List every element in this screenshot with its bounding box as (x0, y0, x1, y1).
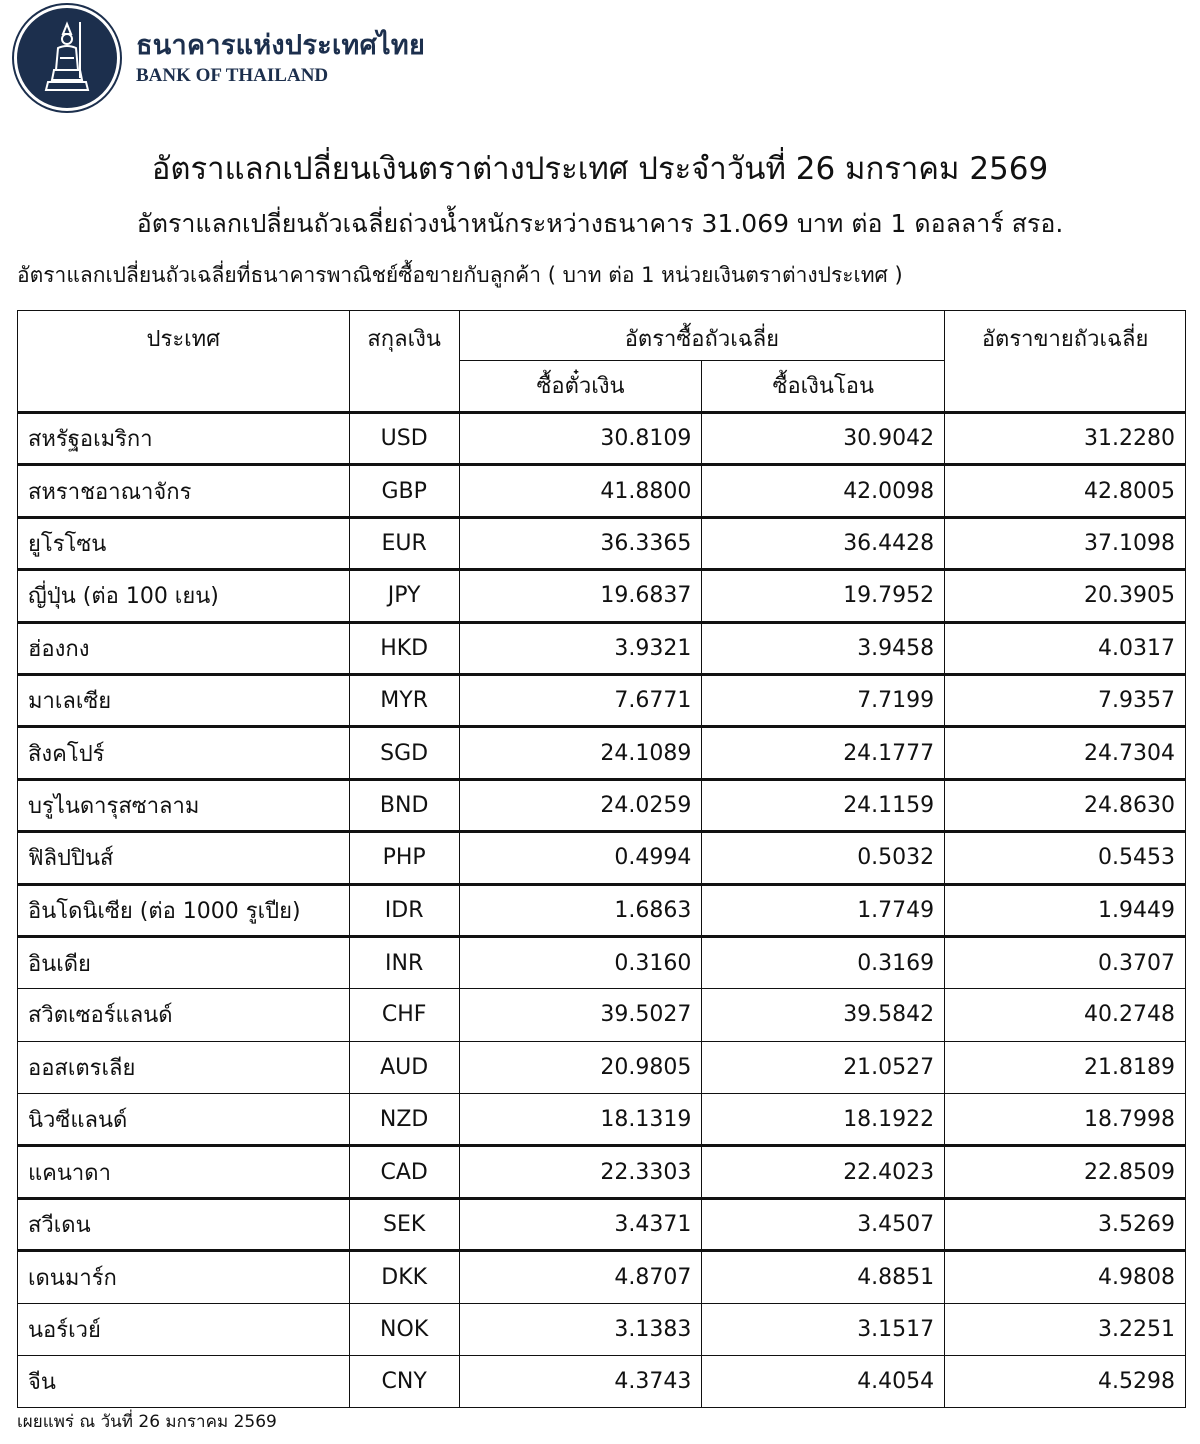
buy-sight-cell: 19.6837 (459, 570, 702, 622)
currency-code-cell: EUR (349, 517, 459, 569)
country-cell: นอร์เวย์ (18, 1303, 350, 1355)
table-row (18, 727, 1186, 779)
table-row (18, 884, 1186, 936)
currency-code-cell: NOK (349, 1303, 459, 1355)
sell-rate-cell: 22.8509 (945, 1146, 1186, 1198)
buy-transfer-cell: 21.0527 (702, 1041, 945, 1093)
buy-transfer-cell: 0.3169 (702, 936, 945, 988)
sell-rate-cell: 3.5269 (945, 1198, 1186, 1250)
currency-code-cell: CAD (349, 1146, 459, 1198)
sell-rate-cell: 21.8189 (945, 1041, 1186, 1093)
header (14, 6, 425, 110)
table-note: อัตราแลกเปลี่ยนถัวเฉลี่ยที่ธนาคารพาณิชย์ซื้อขายกับลูกค้า ( บาท ต่อ 1 หน่วยเงินตราต่างประเทศ ) (17, 263, 903, 287)
currency-code-cell: DKK (349, 1251, 459, 1303)
country-cell: สวีเดน (18, 1198, 350, 1250)
exchange-rate-table (17, 310, 1186, 1408)
currency-code-cell: GBP (349, 465, 459, 517)
bank-name-thai: ธนาคารแห่งประเทศไทย (136, 30, 426, 61)
sell-rate-cell: 7.9357 (945, 674, 1186, 726)
buy-sight-cell: 0.3160 (459, 936, 702, 988)
buy-transfer-cell: 4.8851 (702, 1251, 945, 1303)
country-cell: สหรัฐอเมริกา (18, 413, 350, 465)
sell-rate-cell: 0.3707 (945, 936, 1186, 988)
buy-sight-cell: 3.9321 (459, 622, 702, 674)
sell-rate-cell: 4.0317 (945, 622, 1186, 674)
header-buying-sight-bill: ซื้อตั๋วเงิน (459, 361, 702, 413)
buy-transfer-cell: 22.4023 (702, 1146, 945, 1198)
buy-transfer-cell: 3.9458 (702, 622, 945, 674)
buy-sight-cell: 7.6771 (459, 674, 702, 726)
currency-code-cell: IDR (349, 884, 459, 936)
buy-transfer-cell: 3.4507 (702, 1198, 945, 1250)
currency-code-cell: AUD (349, 1041, 459, 1093)
currency-code-cell: NZD (349, 1094, 459, 1146)
country-cell: ญี่ปุ่น (ต่อ 100 เยน) (18, 570, 350, 622)
country-cell: ยูโรโซน (18, 517, 350, 569)
currency-code-cell: MYR (349, 674, 459, 726)
table-row (18, 1041, 1186, 1093)
bank-of-thailand-emblem-icon (14, 5, 120, 111)
buy-sight-cell: 30.8109 (459, 413, 702, 465)
buy-sight-cell: 18.1319 (459, 1094, 702, 1146)
sell-rate-cell: 1.9449 (945, 884, 1186, 936)
table-row (18, 936, 1186, 988)
country-cell: ฟิลิปปินส์ (18, 832, 350, 884)
buy-sight-cell: 3.1383 (459, 1303, 702, 1355)
header-buying-rate: อัตราซื้อถัวเฉลี่ย (459, 311, 945, 361)
table-row (18, 779, 1186, 831)
country-cell: บรูไนดารุสซาลาม (18, 779, 350, 831)
table-row (18, 1356, 1186, 1408)
sell-rate-cell: 24.7304 (945, 727, 1186, 779)
published-date: เผยแพร่ ณ วันที่ 26 มกราคม 2569 (17, 1412, 277, 1432)
table-row (18, 1198, 1186, 1250)
buy-transfer-cell: 3.1517 (702, 1303, 945, 1355)
buy-sight-cell: 4.3743 (459, 1356, 702, 1408)
header-country: ประเทศ (18, 311, 350, 413)
buy-sight-cell: 24.0259 (459, 779, 702, 831)
table-row (18, 622, 1186, 674)
currency-code-cell: JPY (349, 570, 459, 622)
country-cell: สวิตเซอร์แลนด์ (18, 989, 350, 1041)
buy-transfer-cell: 4.4054 (702, 1356, 945, 1408)
currency-code-cell: SEK (349, 1198, 459, 1250)
table-row (18, 674, 1186, 726)
country-cell: ออสเตรเลีย (18, 1041, 350, 1093)
table-row (18, 1146, 1186, 1198)
table-row (18, 989, 1186, 1041)
currency-code-cell: CNY (349, 1356, 459, 1408)
header-buying-transfer: ซื้อเงินโอน (702, 361, 945, 413)
table-row (18, 1303, 1186, 1355)
country-cell: เดนมาร์ก (18, 1251, 350, 1303)
buy-sight-cell: 0.4994 (459, 832, 702, 884)
currency-code-cell: USD (349, 413, 459, 465)
sell-rate-cell: 4.9808 (945, 1251, 1186, 1303)
interbank-rate-subtitle: อัตราแลกเปลี่ยนถัวเฉลี่ยถ่วงน้ำหนักระหว่างธนาคาร 31.069 บาท ต่อ 1 ดอลลาร์ สรอ. (136, 209, 1064, 238)
buy-sight-cell: 22.3303 (459, 1146, 702, 1198)
header-selling-rate: อัตราขายถัวเฉลี่ย (945, 311, 1186, 413)
currency-code-cell: PHP (349, 832, 459, 884)
sell-rate-cell: 42.8005 (945, 465, 1186, 517)
header-currency: สกุลเงิน (349, 311, 459, 413)
country-cell: สหราชอาณาจักร (18, 465, 350, 517)
buy-transfer-cell: 36.4428 (702, 517, 945, 569)
sell-rate-cell: 31.2280 (945, 413, 1186, 465)
table-row (18, 413, 1186, 465)
currency-code-cell: INR (349, 936, 459, 988)
buy-transfer-cell: 30.9042 (702, 413, 945, 465)
sell-rate-cell: 37.1098 (945, 517, 1186, 569)
table-row (18, 517, 1186, 569)
table-row (18, 1251, 1186, 1303)
country-cell: อินเดีย (18, 936, 350, 988)
currency-code-cell: SGD (349, 727, 459, 779)
country-cell: มาเลเซีย (18, 674, 350, 726)
buy-sight-cell: 24.1089 (459, 727, 702, 779)
sell-rate-cell: 24.8630 (945, 779, 1186, 831)
sell-rate-cell: 0.5453 (945, 832, 1186, 884)
buy-sight-cell: 41.8800 (459, 465, 702, 517)
sell-rate-cell: 18.7998 (945, 1094, 1186, 1146)
country-cell: จีน (18, 1356, 350, 1408)
buy-sight-cell: 3.4371 (459, 1198, 702, 1250)
buy-transfer-cell: 0.5032 (702, 832, 945, 884)
sell-rate-cell: 4.5298 (945, 1356, 1186, 1408)
bank-name-english: BANK OF THAILAND (136, 65, 329, 86)
sell-rate-cell: 40.2748 (945, 989, 1186, 1041)
table-row (18, 1094, 1186, 1146)
buy-transfer-cell: 19.7952 (702, 570, 945, 622)
country-cell: อินโดนิเซีย (ต่อ 1000 รูเปีย) (18, 884, 350, 936)
buy-sight-cell: 36.3365 (459, 517, 702, 569)
table-row (18, 832, 1186, 884)
buy-sight-cell: 39.5027 (459, 989, 702, 1041)
currency-code-cell: CHF (349, 989, 459, 1041)
country-cell: ฮ่องกง (18, 622, 350, 674)
table-row (18, 465, 1186, 517)
buy-transfer-cell: 42.0098 (702, 465, 945, 517)
buy-transfer-cell: 7.7199 (702, 674, 945, 726)
buy-transfer-cell: 24.1777 (702, 727, 945, 779)
buy-sight-cell: 20.9805 (459, 1041, 702, 1093)
page-title: อัตราแลกเปลี่ยนเงินตราต่างประเทศ ประจำวันที่ 26 มกราคม 2569 (151, 151, 1049, 187)
country-cell: สิงคโปร์ (18, 727, 350, 779)
buy-transfer-cell: 24.1159 (702, 779, 945, 831)
country-cell: แคนาดา (18, 1146, 350, 1198)
table-row (18, 570, 1186, 622)
country-cell: นิวซีแลนด์ (18, 1094, 350, 1146)
buy-sight-cell: 4.8707 (459, 1251, 702, 1303)
sell-rate-cell: 20.3905 (945, 570, 1186, 622)
sell-rate-cell: 3.2251 (945, 1303, 1186, 1355)
currency-code-cell: HKD (349, 622, 459, 674)
buy-sight-cell: 1.6863 (459, 884, 702, 936)
currency-code-cell: BND (349, 779, 459, 831)
buy-transfer-cell: 1.7749 (702, 884, 945, 936)
buy-transfer-cell: 39.5842 (702, 989, 945, 1041)
buy-transfer-cell: 18.1922 (702, 1094, 945, 1146)
